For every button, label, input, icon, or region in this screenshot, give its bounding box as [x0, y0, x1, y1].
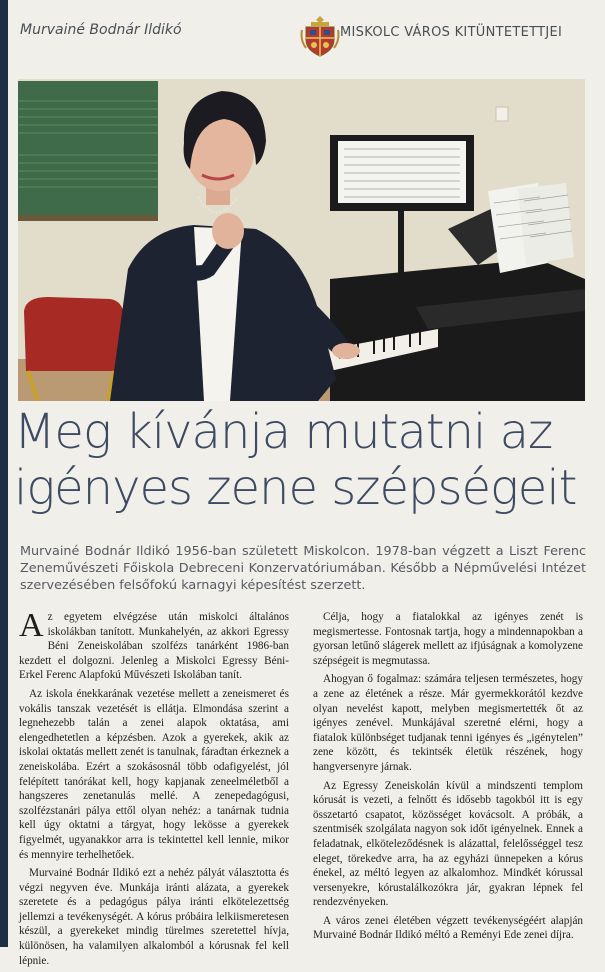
header-author: Murvainé Bodnár Ildikó: [20, 22, 182, 38]
paragraph: Murvainé Bodnár Ildikó ezt a nehéz pályát választotta és végzi negyven éve. Munkája iránti alázata, a gyerekek szeretete és a pedagógus pálya iránti elkötelezettség jellemzi a tevékenységét. A kórus próbáira lelkiismeretesen készül, a gyerekeket mindig türelmes szeretettel hívja, különösen, ha valamilyen alkalomból a kórusnak fel kell lépnie.: [19, 867, 289, 967]
paragraph: [19, 607, 289, 683]
article-photo: [18, 79, 585, 401]
paragraph: Célja, hogy a fiatalokkal az igényes zenét is megismertesse. Fontosnak tartja, hogy a mindennapokban a gyorsan letűnő slágerek mellett az ifjúságnak a komolyzene szépségeit is megmutassa.: [313, 611, 583, 667]
article-column-left: [19, 607, 289, 972]
page-header: [18, 14, 593, 54]
article-headline: [14, 404, 594, 516]
article-lead: Murvainé Bodnár Ildikó 1956-ban született Miskolcon. 1978-ban végzett a Liszt Ferenc Zeneművészeti Főiskola Debreceni Konzervatóriumában. Később a Népművelési Intézet szervezésében felsőfokú karnagyi képesítést szerzett.: [20, 544, 586, 593]
headline-line-1: Meg kívánja mutatni az: [14, 404, 553, 460]
paragraph: Az Egressy Zeneiskolán kívül a mindszenti templom kórusát is vezeti, a felnőtt és idősebb tagokból itt is egy összetartó csapatot, közösséget kovácsolt. A próbák, a szentmisék szolgálata nagyon sok időt igényelnek. Ennek a feladatnak, elköteleződésnek is alázattal, felelősséggel tesz eleget, törekedve arra, ha az egyházi ünnepeken a kórus énekel, az méltó legyen az alkalomhoz. Mindkét kórussal versenyekre, kórustalálkozókra jár, gyakran lépnek fel rendezvényeken.: [313, 779, 583, 909]
header-series-title: MISKOLC VÁROS KITÜNTETETTJEI: [340, 25, 563, 40]
paragraph: Ahogyan ő fogalmaz: számára teljesen természetes, hogy a zene az életének a része. Már gyermekkorától kezdve olyan nevelést kapott, melyben megismertették őt az igényes zenével. Munkájával szeretné elérni, hogy a fiatalok különbséget tudjanak tenni igényes és „igénytelen” zene között, és tekintsék életük részének, hogy hangversenyre járnak.: [313, 673, 583, 773]
city-crest-icon: [300, 14, 340, 58]
article-column-right: [313, 610, 583, 947]
drop-cap: A: [19, 607, 44, 644]
paragraph: Az iskola énekkarának vezetése mellett a zeneismeret és vokális tanszak vezetését is ellátja. Elmondása szerint a legnehezebb talán a zenei alapok oktatása, ami elengedhetetlen a képzésben. Azok a gyerekek, akik az iskolai oktatás mellett zenét is tanulnak, fáradtan érkeznek a zeneiskolába. Ezért a szokásosnál több odafigyelést, jól felépített tanórákat kell, hogy kapjanak zeneelméletből a hangszeres zenetanulás mellé. A zenepedagógusi, szolfézstanári pálya ettől olyan nehéz: a tanárnak tudnia kell úgy oktatni a tárgyat, hogy lekösse a gyerekek figyelmét, ugyanakkor arra is tekintettel kell lennie, mikor és mennyire terhelhetőek.: [19, 687, 289, 861]
paragraph-text: z egyetem elvégzése után miskolci általános iskolákban tanított. Munkahelyén, az akkori Egressy Béni Zeneiskolában szolfézs tanárként 1986-ban kezdett el dolgozni. Jelenleg a Miskolci Egressy Béni- Erkel Ferenc Alapfokú Művészeti Iskolában tanít.: [19, 611, 289, 682]
paragraph: A város zenei életében végzett tevékenységéért alapján Murvainé Bodnár Ildikó méltó a Reményi Ede zenei díjra.: [313, 914, 583, 942]
headline-line-2: igényes zene szépségeit: [14, 460, 577, 516]
page-edge-strip: [0, 0, 8, 947]
